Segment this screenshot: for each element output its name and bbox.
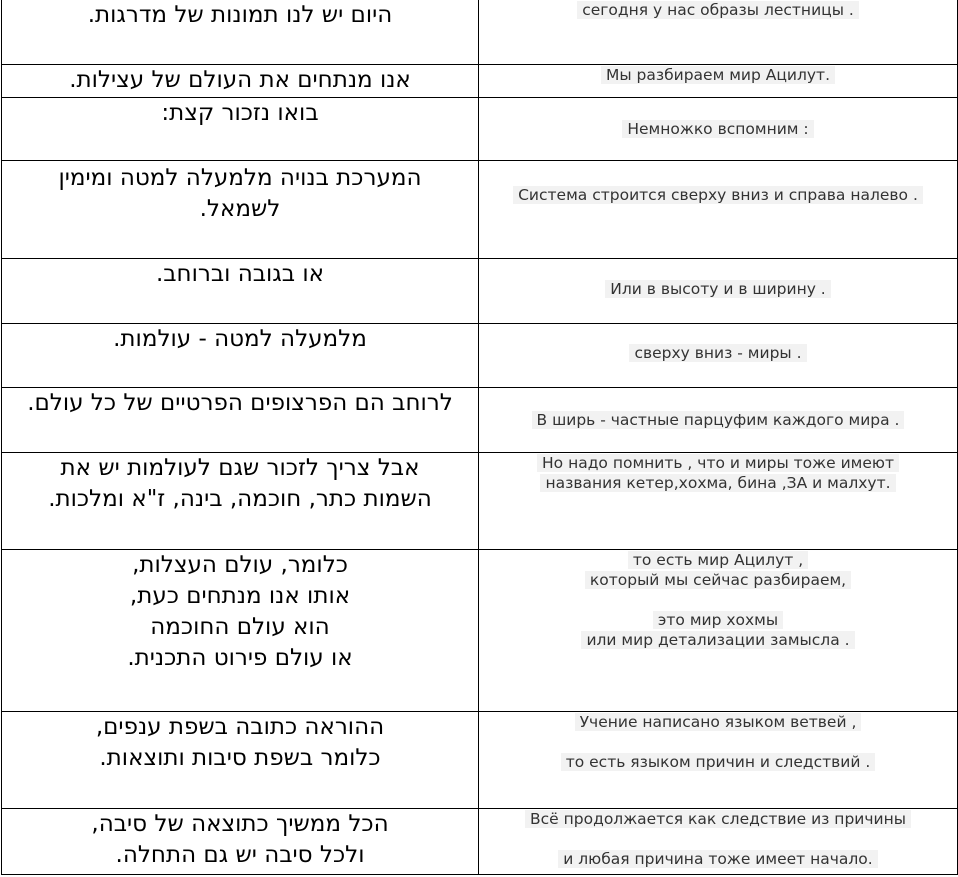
russian-line: который мы сейчас разбираем, [479,570,957,590]
hebrew-line: ההוראה כתובה בשפת ענפים, [95,714,385,740]
hebrew-line: היום יש לנו תמונות של מדרגות. [87,2,393,28]
hebrew-cell [2,98,479,161]
russian-cell [479,161,958,259]
hebrew-line: כלומר, עולם העצלות, [132,552,348,578]
russian-line: В ширь - частные парцуфим каждого мира . [479,410,957,430]
russian-line: Но надо помнить , что и миры тоже имеют [479,453,957,473]
russian-line: и любая причина тоже имеет начало. [479,849,957,869]
russian-cell [479,550,958,712]
hebrew-line: אבל צריך לזכור שגם לעולמות יש את [60,455,420,481]
hebrew-line: בואו נזכור קצת: [161,100,319,126]
russian-line: то есть мир Ацилут , [479,550,957,570]
table-row [2,550,958,712]
russian-line: это мир хохмы [479,610,957,630]
russian-line: Учение написано языком ветвей , [479,712,957,732]
russian-cell [479,453,958,550]
russian-line: Немножко вспомним : [479,119,957,139]
hebrew-line: אותו אנו מנתחים כעת, [129,583,351,609]
hebrew-cell [2,550,479,712]
hebrew-cell [2,324,479,388]
table-row [2,388,958,453]
hebrew-line: או עולם פירוט התכנית. [127,645,353,671]
table-row [2,259,958,324]
hebrew-cell [2,161,479,259]
russian-cell [479,712,958,809]
hebrew-cell [2,259,479,324]
russian-cell [479,0,958,65]
russian-line: Всё продолжается как следствие из причины [479,809,957,829]
hebrew-line: או בגובה וברוחב. [155,261,325,287]
russian-line: сверху вниз - миры . [479,343,957,363]
table-row [2,809,958,875]
hebrew-line: מלמעלה למטה - עולמות. [113,326,367,352]
hebrew-cell [2,712,479,809]
hebrew-line: כלומר בשפת סיבות ותוצאות. [99,745,381,771]
table-row [2,161,958,259]
russian-line: названия кетер,хохма, бина ,ЗА и малхут. [479,473,957,493]
russian-blank-line [479,829,957,849]
russian-cell [479,259,958,324]
table-row [2,0,958,65]
russian-blank-line [479,732,957,752]
russian-cell [479,98,958,161]
russian-line: то есть языком причин и следствий . [479,752,957,772]
hebrew-cell [2,65,479,98]
table-row [2,712,958,809]
table-row [2,453,958,550]
hebrew-line: ולכל סיבה יש גם התחלה. [115,842,365,868]
hebrew-cell [2,453,479,550]
hebrew-line: אנו מנתחים את העולם של עצילות. [69,67,411,93]
hebrew-cell [2,809,479,875]
hebrew-line: לשמאל. [199,196,281,222]
table-row [2,65,958,98]
hebrew-line: הכל ממשיך כתוצאה של סיבה, [91,811,389,837]
russian-cell [479,324,958,388]
table-row [2,324,958,388]
hebrew-cell [2,0,479,65]
russian-cell [479,388,958,453]
table-row [2,98,958,161]
russian-line: сегодня у нас образы лестницы . [479,0,957,20]
russian-line: Или в высоту и в ширину . [479,279,957,299]
hebrew-line: השמות כתר, חוכמה, בינה, ז"א ומלכות. [48,486,432,512]
russian-cell [479,809,958,875]
hebrew-line: המערכת בנויה מלמעלה למטה ומימין [58,165,422,191]
russian-blank-line [479,590,957,610]
russian-line: Мы разбираем мир Ацилут. [479,65,957,85]
hebrew-line: לרוחב הם הפרצופים הפרטיים של כל עולם. [27,390,453,416]
hebrew-line: הוא עולם החוכמה [150,614,330,640]
russian-line: Система строится сверху вниз и справа налево . [479,185,957,205]
russian-cell [479,65,958,98]
bilingual-table [1,0,958,875]
russian-line: или мир детализации замысла . [479,630,957,650]
hebrew-cell [2,388,479,453]
